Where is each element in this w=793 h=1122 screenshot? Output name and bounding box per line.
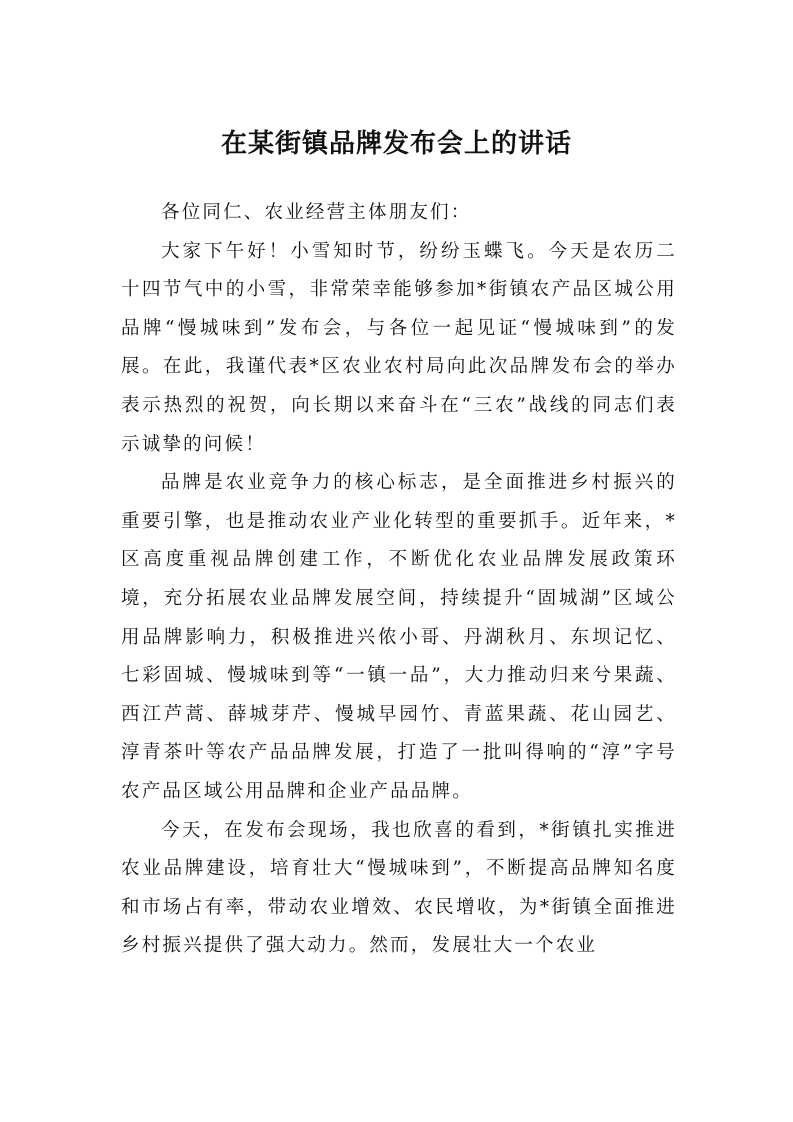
document-body bbox=[121, 194, 677, 966]
paragraph-launch-event: 今天，在发布会现场，我也欣喜的看到，*街镇扎实推进农业品牌建设，培育壮大“慢城味到”，不断提高品牌知名度和市场占有率，带动农业增效、农民增收，为*街镇全面推进乡村振兴提供了强大动力。然而，发展壮大一个农业 bbox=[121, 819, 677, 957]
paragraph-brand-importance: 品牌是农业竞争力的核心标志，是全面推进乡村振兴的重要引擎，也是推动农业产业化转型的重要抓手。近年来，*区高度重视品牌创建工作，不断优化农业品牌发展政策环境，充分拓展农业品牌发展空间，持续提升“固城湖”区域公用品牌影响力，积极推进兴侬小哥、丹湖秋月、东坝记忆、七彩固城、慢城味到等“一镇一品”，大力推动归来兮果蔬、西江芦蒿、薛城芽芹、慢城早园竹、青蓝果蔬、花山园艺、淳青茶叶等农产品品牌发展，打造了一批叫得响的“淳”字号农产品区域公用品牌和企业产品品牌。 bbox=[121, 472, 677, 802]
salutation: 各位同仁、农业经营主体朋友们： bbox=[161, 202, 472, 223]
document-title: 在某街镇品牌发布会上的讲话 bbox=[220, 129, 572, 159]
paragraph-greeting: 大家下午好！小雪知时节，纷纷玉蝶飞。今天是农历二十四节气中的小雪，非常荣幸能够参加*街镇农产品区城公用品牌“慢城味到”发布会，与各位一起见证“慢城味到”的发展。在此，我谨代表*区农业农村局向此次品牌发布会的举办表示热烈的祝贺，向长期以来奋斗在“三农”战线的同志们表示诚挚的问候！ bbox=[121, 240, 677, 455]
